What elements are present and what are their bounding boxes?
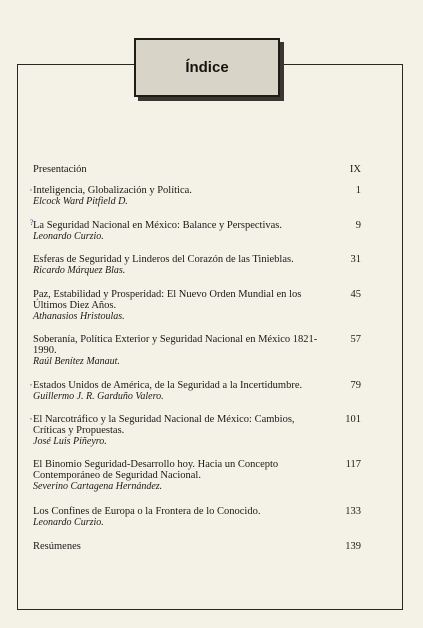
entry-page: 117 [345, 459, 361, 470]
entry-author: Elcock Ward Pitfield D. [33, 196, 128, 207]
entry-title: Presentación [33, 164, 87, 175]
entry-page: 133 [345, 506, 361, 517]
entry-page: IX [349, 164, 361, 175]
page-title: Índice [185, 59, 229, 76]
toc-entry[interactable] [33, 164, 383, 175]
toc-entry[interactable] [33, 254, 383, 276]
entry-page: 9 [355, 220, 361, 231]
entry-title: Soberanía, Política Exterior y Seguridad Nacional en México 1821-1990. [33, 334, 318, 356]
entry-author: José Luis Piñeyro. [33, 436, 107, 447]
toc-entry[interactable] [30, 378, 383, 402]
toc-entry[interactable] [30, 218, 383, 242]
toc-entry[interactable] [33, 506, 383, 528]
entry-author: Leonardo Curzio. [33, 231, 104, 242]
entry-title: Resúmenes [33, 541, 81, 552]
entry-author: Guillermo J. R. Garduño Valero. [33, 391, 164, 402]
entry-title: El Narcotráfico y la Seguridad Nacional de México: Cambios, Críticas y Propuestas. [33, 414, 295, 436]
entry-title: Los Confines de Europa o la Frontera de lo Conocido. [33, 506, 261, 517]
toc-entry[interactable] [33, 289, 383, 322]
pen-mark-icon: , [30, 183, 32, 192]
entry-author: Severino Cartagena Hernández. [33, 481, 163, 492]
entry-page: 45 [350, 289, 361, 300]
entry-page: 79 [350, 380, 361, 391]
entry-page: 139 [345, 541, 361, 552]
entry-page: 1 [355, 185, 361, 196]
entry-title: Esferas de Seguridad y Linderos del Corazón de las Tinieblas. [33, 254, 294, 265]
title-box [134, 38, 280, 97]
pen-mark-icon: , [30, 412, 32, 421]
pen-mark-icon: , [30, 378, 32, 387]
toc-entry[interactable] [33, 459, 383, 492]
toc-entry[interactable] [33, 334, 383, 367]
entry-author: Raúl Benítez Manaut. [33, 356, 120, 367]
toc-entry[interactable] [30, 412, 383, 447]
toc-entry[interactable] [33, 541, 383, 552]
entry-author: Athanasios Hristoulas. [33, 311, 125, 322]
entry-title: Estados Unidos de América, de la Seguridad a la Incertidumbre. [33, 380, 303, 391]
entry-author: Ricardo Márquez Blas. [33, 265, 126, 276]
entry-author: Leonardo Curzio. [33, 517, 104, 528]
entry-page: 31 [350, 254, 361, 265]
toc-entry[interactable] [30, 183, 383, 207]
entry-title: Inteligencia, Globalización y Política. [33, 185, 192, 196]
entry-title: La Seguridad Nacional en México: Balance y Perspectivas. [33, 220, 282, 231]
pen-mark-icon: ? [30, 218, 34, 227]
entry-page: 57 [350, 334, 361, 345]
entry-page: 101 [345, 414, 361, 425]
entry-title: El Binomio Seguridad-Desarrollo hoy. Hacia un Concepto Contemporáneo de Seguridad Nacional. [33, 459, 279, 481]
entry-title: Paz, Estabilidad y Prosperidad: El Nuevo Orden Mundial en los Últimos Diez Años. [33, 289, 302, 311]
